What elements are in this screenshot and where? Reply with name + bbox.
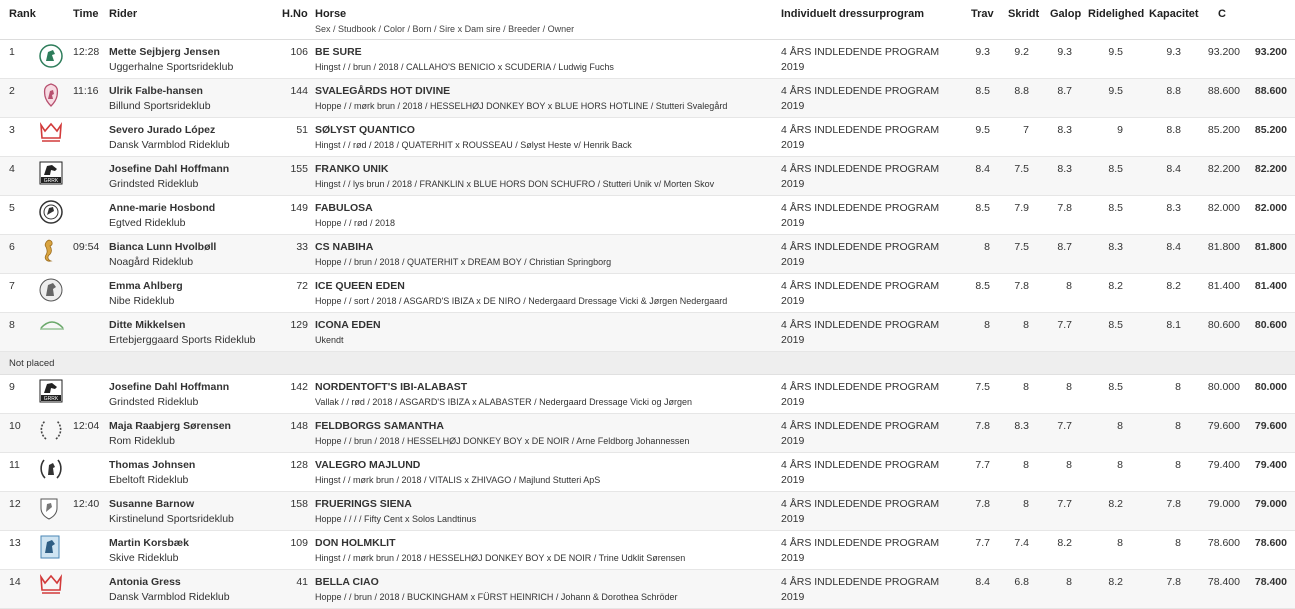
rider-name[interactable]: Antonia Gress bbox=[109, 576, 181, 588]
score-kapacitet: 8.3 bbox=[1166, 202, 1181, 214]
program-year: 2019 bbox=[781, 334, 805, 346]
score-percent: 78.600 bbox=[1207, 537, 1240, 549]
score-kapacitet: 8.4 bbox=[1166, 163, 1181, 175]
horse-number: 144 bbox=[290, 85, 308, 97]
score-c: 82.000 bbox=[1254, 202, 1287, 214]
horse-info: Hoppe / / brun / 2018 / HESSELHØJ DONKEY BOY x DE NOIR / Arne Feldborg Johannessen bbox=[315, 436, 690, 446]
rank-cell: 4 bbox=[9, 163, 15, 175]
program-year: 2019 bbox=[781, 295, 805, 307]
rider-name[interactable]: Josefine Dahl Hoffmann bbox=[109, 381, 230, 393]
score-percent: 81.400 bbox=[1207, 280, 1240, 292]
table-row[interactable] bbox=[0, 375, 1295, 414]
horse-info: Hingst / / brun / 2018 / CALLAHO'S BENICIO x SCUDERIA / Ludwig Fuchs bbox=[315, 62, 614, 72]
table-row[interactable] bbox=[0, 414, 1295, 453]
rank-cell: 14 bbox=[9, 576, 21, 588]
score-ridelighed: 8 bbox=[1117, 420, 1123, 432]
program-year: 2019 bbox=[781, 61, 805, 73]
rank-cell: 2 bbox=[9, 85, 15, 97]
time-cell: 12:40 bbox=[73, 498, 100, 510]
score-kapacitet: 8.2 bbox=[1166, 280, 1181, 292]
score-kapacitet: 7.8 bbox=[1166, 498, 1181, 510]
horse-number: 109 bbox=[290, 537, 308, 549]
score-ridelighed: 8 bbox=[1117, 537, 1123, 549]
rider-name[interactable]: Ulrik Falbe-hansen bbox=[109, 85, 203, 97]
score-skridt: 6.8 bbox=[1014, 576, 1029, 588]
program-name: 4 ÅRS INDLEDENDE PROGRAM bbox=[781, 202, 940, 214]
horse-info: Hoppe / / brun / 2018 / QUATERHIT x DREAM BOY / Christian Springborg bbox=[315, 257, 612, 267]
rank-cell: 7 bbox=[9, 280, 15, 292]
score-percent: 78.400 bbox=[1207, 576, 1240, 588]
program-year: 2019 bbox=[781, 513, 805, 525]
horse-name[interactable]: ICONA EDEN bbox=[315, 319, 381, 331]
score-ridelighed: 8.2 bbox=[1108, 498, 1123, 510]
score-percent: 82.200 bbox=[1207, 163, 1240, 175]
header-kapacitet[interactable]: Kapacitet bbox=[1149, 8, 1199, 20]
table-row[interactable] bbox=[0, 492, 1295, 531]
crown-icon bbox=[38, 573, 66, 601]
score-c: 82.200 bbox=[1254, 163, 1287, 175]
score-galop: 8.3 bbox=[1057, 163, 1072, 175]
rank-cell: 1 bbox=[9, 46, 15, 58]
score-percent: 79.600 bbox=[1207, 420, 1240, 432]
score-c: 79.600 bbox=[1254, 420, 1287, 432]
score-percent: 88.600 bbox=[1207, 85, 1240, 97]
score-c: 78.600 bbox=[1254, 537, 1287, 549]
program-year: 2019 bbox=[781, 396, 805, 408]
not-placed-separator bbox=[0, 352, 1295, 375]
horse-info: Hoppe / / / / Fifty Cent x Solos Landtinus bbox=[315, 514, 477, 524]
score-galop: 8 bbox=[1066, 280, 1072, 292]
score-ridelighed: 9 bbox=[1117, 124, 1123, 136]
score-galop: 8.3 bbox=[1057, 124, 1072, 136]
time-cell: 12:04 bbox=[73, 420, 100, 432]
rider-club[interactable]: Nibe Rideklub bbox=[109, 295, 175, 307]
score-trav: 8.5 bbox=[975, 85, 990, 97]
rider-club[interactable]: Uggerhalne Sportsrideklub bbox=[109, 61, 234, 73]
score-trav: 7.8 bbox=[975, 498, 990, 510]
program-year: 2019 bbox=[781, 256, 805, 268]
table-row[interactable] bbox=[0, 453, 1295, 492]
horse-info: Hoppe / / mørk brun / 2018 / HESSELHØJ DONKEY BOY x BLUE HORS HOTLINE / Stutteri Svalegård bbox=[315, 101, 728, 111]
score-c: 79.000 bbox=[1254, 498, 1287, 510]
rank-cell: 10 bbox=[9, 420, 21, 432]
horse-name[interactable]: FRANKO UNIK bbox=[315, 163, 389, 175]
club-logo-pink-shield-icon bbox=[38, 82, 66, 110]
score-kapacitet: 8 bbox=[1175, 420, 1181, 432]
score-c: 78.400 bbox=[1254, 576, 1287, 588]
rank-cell: 6 bbox=[9, 241, 15, 253]
horse-number: 41 bbox=[296, 576, 308, 588]
rider-club[interactable]: Ebeltoft Rideklub bbox=[109, 474, 189, 486]
score-galop: 9.3 bbox=[1057, 46, 1072, 58]
header-horse-sub: Sex / Studbook / Color / Born / Sire x Dam sire / Breeder / Owner bbox=[315, 24, 575, 34]
rank-cell: 11 bbox=[9, 459, 20, 471]
table-row[interactable] bbox=[0, 79, 1295, 118]
score-galop: 8.7 bbox=[1057, 241, 1072, 253]
time-cell: 11:16 bbox=[73, 85, 99, 97]
horse-info: Hingst / / mørk brun / 2018 / HESSELHØJ DONKEY BOY x DE NOIR / Trine Udklit Sørensen bbox=[315, 553, 686, 563]
score-skridt: 8 bbox=[1023, 381, 1029, 393]
score-ridelighed: 9.5 bbox=[1108, 46, 1123, 58]
horse-number: 106 bbox=[290, 46, 308, 58]
score-percent: 79.000 bbox=[1207, 498, 1240, 510]
score-c: 88.600 bbox=[1254, 85, 1287, 97]
horse-number: 149 bbox=[290, 202, 308, 214]
header-rank[interactable]: Rank bbox=[9, 8, 36, 20]
score-percent: 93.200 bbox=[1207, 46, 1240, 58]
shield-crest-icon bbox=[38, 495, 66, 523]
round-emblem-icon bbox=[38, 199, 66, 227]
rider-club[interactable]: Skive Rideklub bbox=[109, 552, 179, 564]
score-trav: 8.5 bbox=[975, 202, 990, 214]
header-c[interactable]: C bbox=[1218, 8, 1226, 20]
score-c: 85.200 bbox=[1254, 124, 1287, 136]
program-year: 2019 bbox=[781, 139, 805, 151]
header-trav[interactable]: Trav bbox=[971, 8, 994, 20]
program-year: 2019 bbox=[781, 552, 805, 564]
rider-name[interactable]: Ditte Mikkelsen bbox=[109, 319, 186, 331]
score-trav: 7.8 bbox=[975, 420, 990, 432]
horse-name[interactable]: FELDBORGS SAMANTHA bbox=[315, 420, 444, 432]
rider-name[interactable]: Mette Sejbjerg Jensen bbox=[109, 46, 220, 58]
horse-info: Hingst / / lys brun / 2018 / FRANKLIN x BLUE HORS DON SCHUFRO / Stutteri Unik v/ Morten Skov bbox=[315, 179, 715, 189]
score-skridt: 8.3 bbox=[1014, 420, 1029, 432]
table-row[interactable] bbox=[0, 196, 1295, 235]
score-galop: 8 bbox=[1066, 381, 1072, 393]
score-trav: 8 bbox=[984, 241, 990, 253]
rider-club[interactable]: Billund Sportsrideklub bbox=[109, 100, 211, 112]
score-skridt: 7.8 bbox=[1014, 280, 1029, 292]
score-skridt: 7.5 bbox=[1014, 163, 1029, 175]
score-trav: 7.7 bbox=[975, 537, 990, 549]
program-name: 4 ÅRS INDLEDENDE PROGRAM bbox=[781, 420, 940, 432]
score-ridelighed: 8.2 bbox=[1108, 576, 1123, 588]
score-percent: 79.400 bbox=[1207, 459, 1240, 471]
program-year: 2019 bbox=[781, 178, 805, 190]
table-row[interactable] bbox=[0, 531, 1295, 570]
table-row[interactable] bbox=[0, 118, 1295, 157]
rider-club[interactable]: Dansk Varmblod Rideklub bbox=[109, 139, 230, 151]
score-skridt: 7.4 bbox=[1014, 537, 1029, 549]
program-name: 4 ÅRS INDLEDENDE PROGRAM bbox=[781, 85, 940, 97]
svg-text:GRRK: GRRK bbox=[43, 178, 59, 184]
score-galop: 8.7 bbox=[1057, 85, 1072, 97]
score-percent: 82.000 bbox=[1207, 202, 1240, 214]
horse-info: Vallak / / rød / 2018 / ASGARD'S IBIZA x ALABASTER / Nedergaard Dressage Vicki og Jørgen bbox=[315, 397, 693, 407]
rider-club[interactable]: Kirstinelund Sportsrideklub bbox=[109, 513, 234, 525]
program-year: 2019 bbox=[781, 591, 805, 603]
horse-number: 128 bbox=[290, 459, 308, 471]
header-rider[interactable]: Rider bbox=[109, 8, 138, 20]
rank-cell: 12 bbox=[9, 498, 21, 510]
score-c: 93.200 bbox=[1254, 46, 1287, 58]
header-horse[interactable]: Horse bbox=[315, 8, 347, 20]
horse-name[interactable]: SVALEGÅRDS HOT DIVINE bbox=[315, 85, 451, 97]
score-galop: 8 bbox=[1066, 459, 1072, 471]
score-ridelighed: 8 bbox=[1117, 459, 1123, 471]
horse-name[interactable]: VALEGRO MAJLUND bbox=[315, 459, 421, 471]
header-hno[interactable]: H.No bbox=[282, 8, 308, 20]
score-galop: 7.7 bbox=[1057, 498, 1072, 510]
program-name: 4 ÅRS INDLEDENDE PROGRAM bbox=[781, 241, 940, 253]
score-skridt: 8.8 bbox=[1014, 85, 1029, 97]
rank-cell: 9 bbox=[9, 381, 15, 393]
horse-number: 158 bbox=[290, 498, 308, 510]
score-c: 79.400 bbox=[1254, 459, 1287, 471]
score-galop: 8.2 bbox=[1057, 537, 1072, 549]
grrk-horse-icon bbox=[38, 378, 66, 406]
table-row[interactable] bbox=[0, 40, 1295, 79]
horse-number: 51 bbox=[296, 124, 308, 136]
laurel-wreath-icon bbox=[38, 417, 66, 445]
horse-name[interactable]: BELLA CIAO bbox=[315, 576, 379, 588]
horse-name[interactable]: SØLYST QUANTICO bbox=[315, 124, 415, 136]
score-skridt: 8 bbox=[1023, 319, 1029, 331]
score-percent: 85.200 bbox=[1207, 124, 1240, 136]
time-cell: 09:54 bbox=[73, 241, 100, 253]
score-percent: 80.600 bbox=[1207, 319, 1240, 331]
score-galop: 7.7 bbox=[1057, 420, 1072, 432]
score-skridt: 7.5 bbox=[1014, 241, 1029, 253]
horse-number: 33 bbox=[296, 241, 308, 253]
score-skridt: 8 bbox=[1023, 459, 1029, 471]
score-trav: 7.7 bbox=[975, 459, 990, 471]
table-row[interactable] bbox=[0, 274, 1295, 313]
horse-info: Hoppe / / sort / 2018 / ASGARD'S IBIZA x DE NIRO / Nedergaard Dressage Vicki & Jørgen Nedergaard bbox=[315, 296, 728, 306]
horse-name[interactable]: BE SURE bbox=[315, 46, 362, 58]
score-kapacitet: 8.8 bbox=[1166, 124, 1181, 136]
score-trav: 7.5 bbox=[975, 381, 990, 393]
score-c: 81.800 bbox=[1254, 241, 1287, 253]
program-name: 4 ÅRS INDLEDENDE PROGRAM bbox=[781, 459, 940, 471]
header-galop[interactable]: Galop bbox=[1050, 8, 1082, 20]
rider-club[interactable]: Grindsted Rideklub bbox=[109, 178, 199, 190]
program-year: 2019 bbox=[781, 100, 805, 112]
score-kapacitet: 8 bbox=[1175, 459, 1181, 471]
horse-number: 142 bbox=[290, 381, 308, 393]
score-skridt: 8 bbox=[1023, 498, 1029, 510]
score-trav: 9.5 bbox=[975, 124, 990, 136]
horse-wreath-icon bbox=[38, 456, 66, 484]
score-c: 80.600 bbox=[1254, 319, 1287, 331]
rider-name[interactable]: Susanne Barnow bbox=[109, 498, 195, 510]
horse-head-badge-icon bbox=[38, 277, 66, 305]
svg-text:GRRK: GRRK bbox=[43, 396, 59, 402]
score-skridt: 9.2 bbox=[1014, 46, 1029, 58]
program-name: 4 ÅRS INDLEDENDE PROGRAM bbox=[781, 381, 940, 393]
program-name: 4 ÅRS INDLEDENDE PROGRAM bbox=[781, 163, 940, 175]
score-kapacitet: 8.1 bbox=[1166, 319, 1181, 331]
horse-name[interactable]: CS NABIHA bbox=[315, 241, 374, 253]
score-trav: 8.4 bbox=[975, 163, 990, 175]
score-galop: 7.7 bbox=[1057, 319, 1072, 331]
horse-info: Hoppe / / rød / 2018 bbox=[315, 218, 396, 228]
score-c: 80.000 bbox=[1254, 381, 1287, 393]
score-kapacitet: 8.4 bbox=[1166, 241, 1181, 253]
rank-cell: 13 bbox=[9, 537, 21, 549]
rank-cell: 8 bbox=[9, 319, 15, 331]
header-time[interactable]: Time bbox=[73, 8, 99, 20]
program-year: 2019 bbox=[781, 474, 805, 486]
score-trav: 8.4 bbox=[975, 576, 990, 588]
rider-name[interactable]: Severo Jurado López bbox=[109, 124, 216, 136]
placed-rows bbox=[0, 40, 1295, 352]
program-name: 4 ÅRS INDLEDENDE PROGRAM bbox=[781, 280, 940, 292]
table-row[interactable] bbox=[0, 313, 1295, 352]
table-row[interactable] bbox=[0, 235, 1295, 274]
score-ridelighed: 8.5 bbox=[1108, 163, 1123, 175]
score-galop: 7.8 bbox=[1057, 202, 1072, 214]
program-name: 4 ÅRS INDLEDENDE PROGRAM bbox=[781, 576, 940, 588]
horse-number: 155 bbox=[290, 163, 308, 175]
header-program[interactable]: Individuelt dressurprogram bbox=[781, 8, 925, 20]
rider-name[interactable]: Emma Ahlberg bbox=[109, 280, 183, 292]
score-galop: 8 bbox=[1066, 576, 1072, 588]
horse-name[interactable]: NORDENTOFT'S IBI-ALABAST bbox=[315, 381, 468, 393]
rank-cell: 3 bbox=[9, 124, 15, 136]
score-c: 81.400 bbox=[1254, 280, 1287, 292]
horse-name[interactable]: FABULOSA bbox=[315, 202, 373, 214]
program-name: 4 ÅRS INDLEDENDE PROGRAM bbox=[781, 46, 940, 58]
program-name: 4 ÅRS INDLEDENDE PROGRAM bbox=[781, 319, 940, 331]
score-trav: 9.3 bbox=[975, 46, 990, 58]
header-skridt[interactable]: Skridt bbox=[1008, 8, 1040, 20]
score-ridelighed: 8.5 bbox=[1108, 319, 1123, 331]
horse-number: 129 bbox=[290, 319, 308, 331]
program-year: 2019 bbox=[781, 435, 805, 447]
horse-info: Ukendt bbox=[315, 335, 344, 345]
score-ridelighed: 9.5 bbox=[1108, 85, 1123, 97]
program-name: 4 ÅRS INDLEDENDE PROGRAM bbox=[781, 498, 940, 510]
rank-cell: 5 bbox=[9, 202, 15, 214]
blue-square-horse-icon bbox=[38, 534, 66, 562]
rider-club[interactable]: Rom Rideklub bbox=[109, 435, 175, 447]
score-kapacitet: 8 bbox=[1175, 537, 1181, 549]
horse-name[interactable]: ICE QUEEN EDEN bbox=[315, 280, 405, 292]
club-logo-green-horse-icon bbox=[38, 43, 66, 71]
crown-icon bbox=[38, 121, 66, 149]
rider-club[interactable]: Ertebjerggaard Sports Rideklub bbox=[109, 334, 256, 346]
score-skridt: 7.9 bbox=[1014, 202, 1029, 214]
horse-name[interactable]: FRUERINGS SIENA bbox=[315, 498, 412, 510]
score-ridelighed: 8.5 bbox=[1108, 202, 1123, 214]
horse-info: Hingst / / rød / 2018 / QUATERHIT x ROUSSEAU / Sølyst Heste v/ Henrik Back bbox=[315, 140, 632, 150]
program-name: 4 ÅRS INDLEDENDE PROGRAM bbox=[781, 537, 940, 549]
score-kapacitet: 8.8 bbox=[1166, 85, 1181, 97]
grrk-horse-icon bbox=[38, 160, 66, 188]
score-kapacitet: 9.3 bbox=[1166, 46, 1181, 58]
rider-name[interactable]: Bianca Lunn Hvolbøll bbox=[109, 241, 217, 253]
program-year: 2019 bbox=[781, 217, 805, 229]
score-trav: 8 bbox=[984, 319, 990, 331]
score-trav: 8.5 bbox=[975, 280, 990, 292]
seahorse-icon bbox=[38, 238, 66, 266]
green-arch-icon bbox=[38, 316, 66, 344]
rider-name[interactable]: Maja Raabjerg Sørensen bbox=[109, 420, 231, 432]
rider-club[interactable]: Noagård Rideklub bbox=[109, 256, 194, 268]
horse-name[interactable]: DON HOLMKLIT bbox=[315, 537, 396, 549]
horse-info: Hoppe / / brun / 2018 / BUCKINGHAM x FÜRST HEINRICH / Johann & Dorothea Schröder bbox=[315, 592, 678, 602]
rider-club[interactable]: Dansk Varmblod Rideklub bbox=[109, 591, 230, 603]
header-ridelighed[interactable]: Ridelighed bbox=[1088, 8, 1145, 20]
table-row[interactable] bbox=[0, 157, 1295, 196]
score-ridelighed: 8.3 bbox=[1108, 241, 1123, 253]
score-ridelighed: 8.5 bbox=[1108, 381, 1123, 393]
score-kapacitet: 7.8 bbox=[1166, 576, 1181, 588]
not-placed-rows bbox=[0, 375, 1295, 609]
rider-club[interactable]: Grindsted Rideklub bbox=[109, 396, 199, 408]
score-kapacitet: 8 bbox=[1175, 381, 1181, 393]
score-ridelighed: 8.2 bbox=[1108, 280, 1123, 292]
horse-info: Hingst / / mørk brun / 2018 / VITALIS x ZHIVAGO / Majlund Stutteri ApS bbox=[315, 475, 601, 485]
time-cell: 12:28 bbox=[73, 46, 100, 58]
rider-name[interactable]: Josefine Dahl Hoffmann bbox=[109, 163, 230, 175]
not-placed-label: Not placed bbox=[9, 358, 55, 369]
score-percent: 81.800 bbox=[1207, 241, 1240, 253]
table-row[interactable] bbox=[0, 570, 1295, 609]
rider-name[interactable]: Martin Korsbæk bbox=[109, 537, 189, 549]
rider-name[interactable]: Anne-marie Hosbond bbox=[109, 202, 216, 214]
horse-number: 72 bbox=[296, 280, 308, 292]
rider-name[interactable]: Thomas Johnsen bbox=[109, 459, 196, 471]
score-skridt: 7 bbox=[1023, 124, 1029, 136]
table-header bbox=[0, 0, 1295, 40]
program-name: 4 ÅRS INDLEDENDE PROGRAM bbox=[781, 124, 940, 136]
horse-number: 148 bbox=[290, 420, 308, 432]
score-percent: 80.000 bbox=[1207, 381, 1240, 393]
rider-club[interactable]: Egtved Rideklub bbox=[109, 217, 186, 229]
